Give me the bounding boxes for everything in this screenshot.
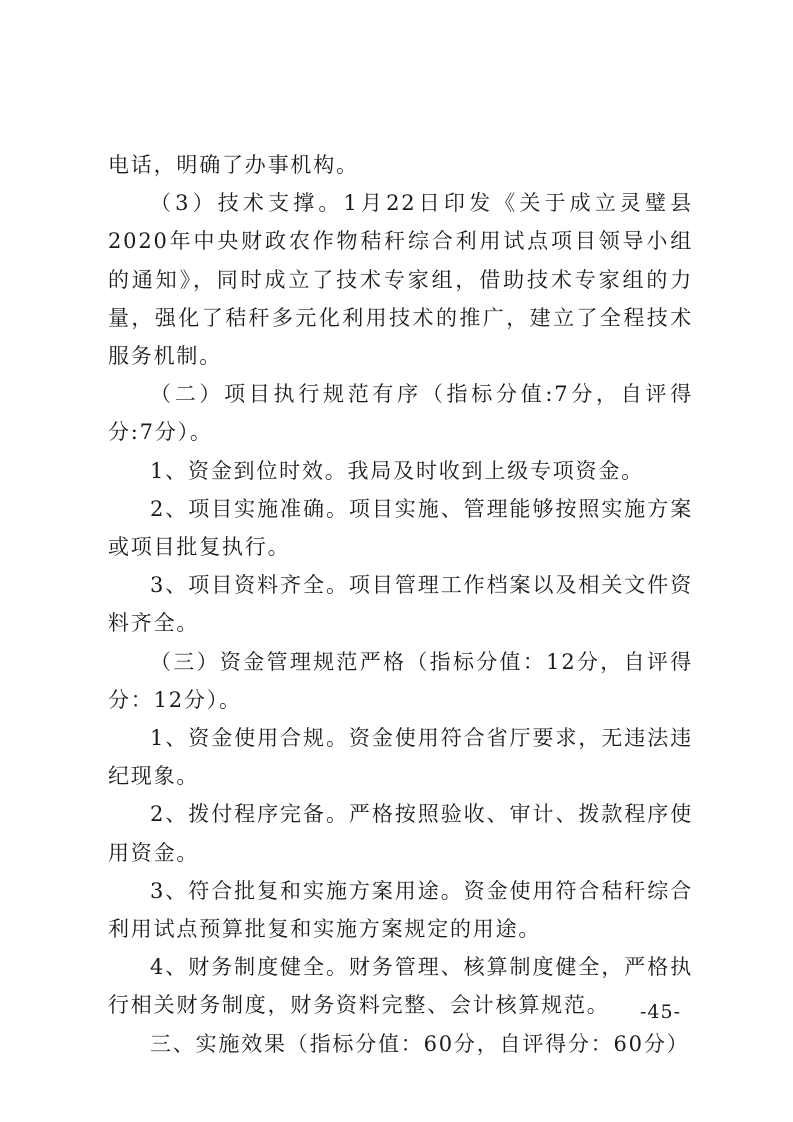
paragraph: 1、资金到位时效。我局及时收到上级专项资金。: [150, 458, 644, 483]
body-text: [108, 146, 693, 1063]
page-number: -45-: [640, 1001, 682, 1023]
paragraph: （三）资金管理规范严格（指标分值：12分，自评得分：12分）。: [108, 649, 693, 712]
paragraph: 电话，明确了办事机构。: [108, 153, 359, 177]
paragraph: 3、项目资料齐全。项目管理工作档案以及相关文件资料齐全。: [108, 573, 693, 636]
paragraph: （3）技术支撑。1月22日印发《关于成立灵璧县2020年中央财政农作物秸秆综合利用试点项目领导小组的通知》，同时成立了技术专家组，借助技术专家组的力量，强化了秸秆多元化利用技术的推广，建立了全程技术服务机制。: [108, 191, 693, 369]
paragraph: 三、实施效果（指标分值：60分，自评得分：60分）: [150, 1031, 690, 1056]
paragraph: 2、拨付程序完备。严格按照验收、审计、拨款程序使用资金。: [108, 802, 693, 865]
paragraph: 2、项目实施准确。项目实施、管理能够按照实施方案或项目批复执行。: [108, 496, 693, 560]
paragraph: 4、财务制度健全。财务管理、核算制度健全，严格执行相关财务制度，财务资料完整、会计核算规范。: [108, 955, 693, 1018]
paragraph: 1、资金使用合规。资金使用符合省厅要求，无违法违纪现象。: [108, 726, 693, 789]
paragraph: （二）项目执行规范有序（指标分值:7分，自评得分:7分）。: [108, 382, 693, 445]
paragraph: 3、符合批复和实施方案用途。资金使用符合秸秆综合利用试点预算批复和实施方案规定的用途。: [108, 878, 693, 942]
